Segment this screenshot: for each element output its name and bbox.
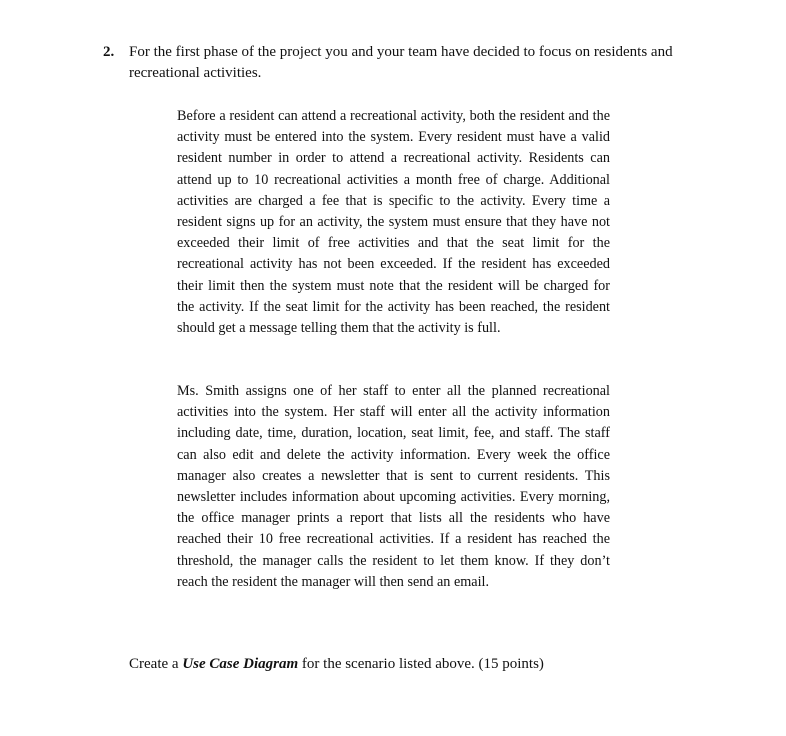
question-intro: For the first phase of the project you and your team have decided to focus on residents and recreational activities. xyxy=(129,44,673,81)
question-number: 2. xyxy=(103,44,115,60)
scenario-paragraph-1: Before a resident can attend a recreational activity, both the resident and the activity must be entered into the system. Every resident must have a valid resident number in order to attend a recreational activity. Residents can attend up to 10 recreational activities a month free of charge. Additional activities are charged a fee that is specific to the activity. Every time a resident signs up for an activity, the system must ensure that they have not exceeded their limit of free activities and that the seat limit for the recreational activity has not been exceeded. If the resident has exceeded their limit then the system must note that the resident will be charged for the activity. If the seat limit for the activity has been reached, the resident should get a message telling them that the activity is full. xyxy=(177,108,610,337)
assignment-instruction xyxy=(129,654,544,675)
instruction-suffix: for the scenario listed above. (15 points) xyxy=(298,656,544,672)
instruction-emphasis: Use Case Diagram xyxy=(182,656,299,672)
scenario-paragraph-2: Ms. Smith assigns one of her staff to enter all the planned recreational activities into the system. Her staff will enter all the activity information including date, time, duration, location, seat limit, fee, and staff. The staff can also edit and delete the activity information. Every week the office manager also creates a newsletter that is sent to current residents. This newsletter includes information about upcoming activities. Every morning, the office manager prints a report that lists all the residents who have reached their 10 free recreational activities. If a resident has reached the threshold, the manager calls the resident to let them know. If they don’t reach the resident the manager will then send an email. xyxy=(177,383,610,590)
question-block xyxy=(103,42,703,84)
instruction-prefix: Create a xyxy=(129,656,183,672)
